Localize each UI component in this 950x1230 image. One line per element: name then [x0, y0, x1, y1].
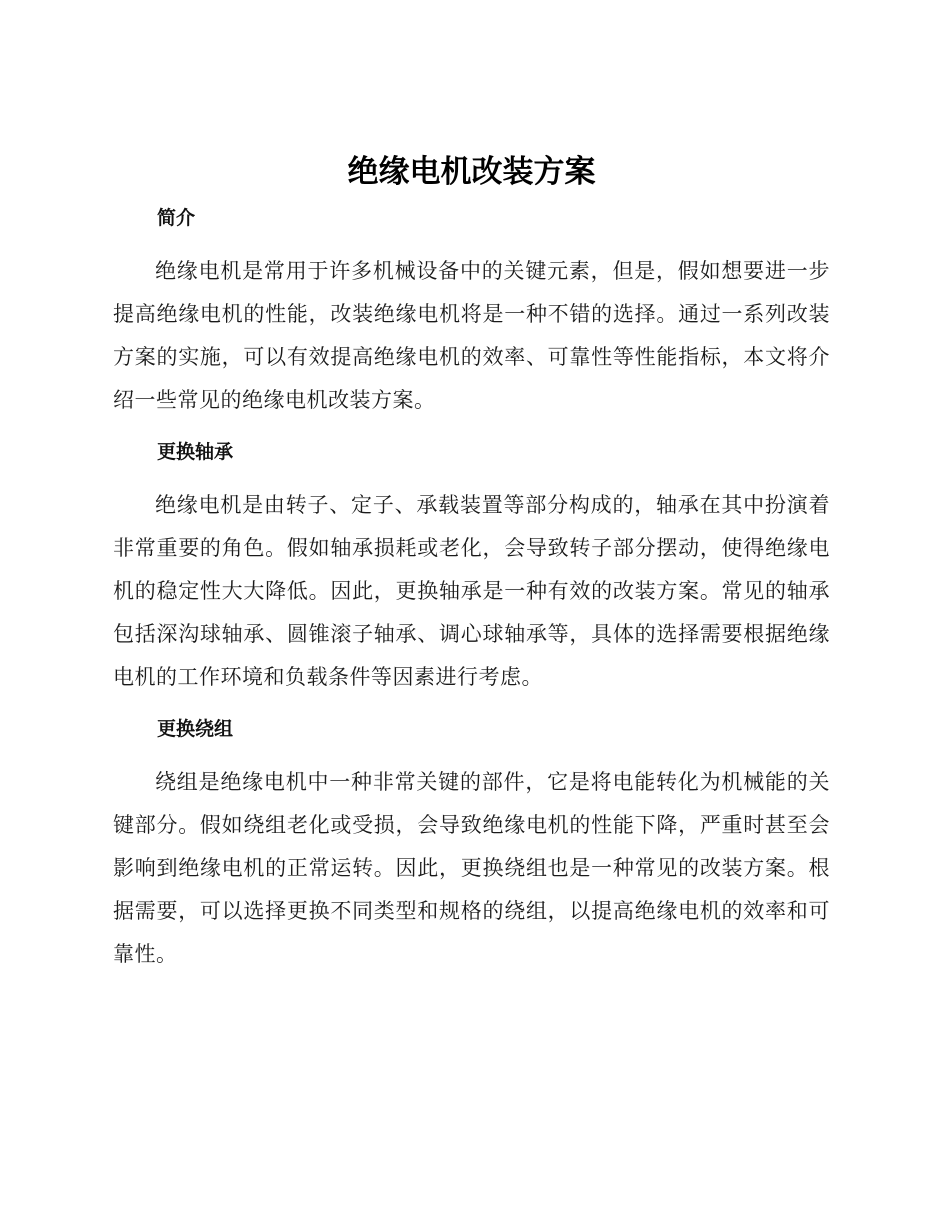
section-replace-winding [113, 707, 830, 976]
section-replace-bearing [113, 430, 830, 699]
section-introduction [113, 196, 830, 422]
document-page [113, 148, 830, 976]
paragraph-replace-winding: 绕组是绝缘电机中一种非常关键的部件，它是将电能转化为机械能的关键部分。假如绕组老化或受损，会导致绝缘电机的性能下降，严重时甚至会影响到绝缘电机的正常运转。因此，更换绕组也是一种常见的改装方案。根据需要，可以选择更换不同类型和规格的绕组，以提高绝缘电机的效率和可靠性。 [113, 770, 830, 966]
section-heading-replace-bearing: 更换轴承 [157, 441, 234, 463]
paragraph-replace-bearing: 绝缘电机是由转子、定子、承载装置等部分构成的，轴承在其中扮演着非常重要的角色。假如轴承损耗或老化，会导致转子部分摆动，使得绝缘电机的稳定性大大降低。因此，更换轴承是一种有效的改装方案。常见的轴承包括深沟球轴承、圆锥滚子轴承、调心球轴承等，具体的选择需要根据绝缘电机的工作环境和负载条件等因素进行考虑。 [113, 493, 830, 689]
section-heading-replace-winding: 更换绕组 [157, 718, 234, 740]
document-title: 绝缘电机改装方案 [347, 154, 596, 190]
section-heading-introduction: 简介 [157, 207, 196, 229]
paragraph-introduction: 绝缘电机是常用于许多机械设备中的关键元素，但是，假如想要进一步提高绝缘电机的性能，改装绝缘电机将是一种不错的选择。通过一系列改装方案的实施，可以有效提高绝缘电机的效率、可靠性等性能指标，本文将介绍一些常见的绝缘电机改装方案。 [113, 259, 830, 412]
